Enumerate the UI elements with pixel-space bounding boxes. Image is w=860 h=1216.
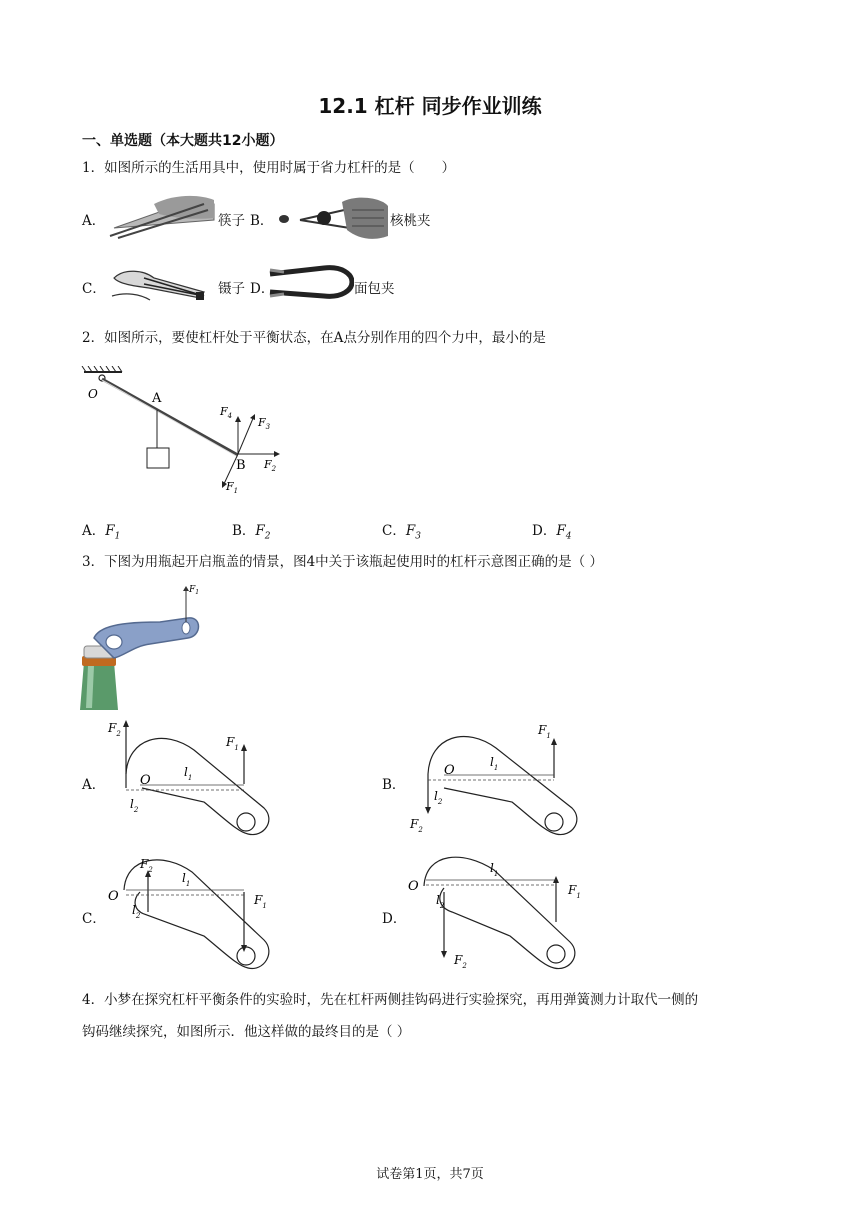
nutcracker-image [272, 192, 390, 242]
q2-label-a: A [152, 391, 162, 406]
svg-text:F1: $F_1$ [189, 585, 200, 596]
svg-text:F1: $F_1$ [538, 723, 551, 740]
page-title: 12.1 杠杆 同步作业训练 [318, 94, 542, 118]
svg-text:F2: $F_2$ [140, 857, 153, 874]
svg-text:l2: $l_2$ [130, 797, 139, 814]
q1-stem: 1．如图所示的生活用具中，使用时属于省力杠杆的是（ ） [82, 160, 456, 176]
q3-option-a-diagram [104, 714, 274, 842]
svg-text:F4: $F_4$ [220, 405, 233, 420]
q1-option-b-name: 核桃夹 [390, 213, 431, 229]
q4-line1: 4．小梦在探究杠杆平衡条件的实验时，先在杠杆两侧挂钩码进行实验探究，再用弹簧测力计取代一侧的 [82, 992, 699, 1008]
svg-text:F1: $F_1$ [226, 735, 239, 752]
svg-text:O: O [444, 763, 455, 778]
svg-text:F3: $F_3$ [258, 416, 271, 431]
svg-text:F2: $F_2$ [108, 721, 121, 738]
svg-text:O: O [140, 773, 151, 788]
svg-text:l1: $l_1$ [490, 861, 499, 878]
svg-text:l1: $l_1$ [184, 765, 193, 782]
q2-stem: 2．如图所示，要使杠杆处于平衡状态，在A点分别作用的四个力中，最小的是 [82, 330, 546, 346]
q1-option-d-name: 面包夹 [354, 281, 395, 297]
q3-option-d-label: D． [382, 911, 407, 927]
section-heading: 一、单选题（本大题共12小题） [82, 133, 284, 149]
svg-text:F2: $F_2$ [264, 458, 277, 473]
svg-text:F1: $F_1$ [226, 480, 239, 495]
q2-option-a: A．$F_1$ [82, 523, 121, 542]
q1-option-a-name: 筷子 [218, 213, 245, 229]
svg-text:l2: $l_2$ [132, 903, 141, 920]
q2-label-o: O [88, 387, 98, 401]
svg-text:l2: $l_2$ [434, 789, 443, 806]
q1-option-d-label: D． [250, 281, 275, 297]
q3-option-b-label: B． [382, 777, 406, 793]
page-footer: 试卷第1页，共7页 [376, 1167, 484, 1182]
q3-option-d-diagram [404, 850, 584, 976]
q3-option-c-label: C． [82, 911, 106, 927]
bottle-opener-photo [80, 580, 210, 710]
svg-text:l1: $l_1$ [182, 871, 191, 888]
chopsticks-image [104, 190, 216, 240]
svg-text:F2: $F_2$ [410, 817, 423, 834]
q2-option-c: C．$F_3$ [382, 523, 421, 542]
q1-option-c-label: C． [82, 281, 106, 297]
svg-text:F1: $F_1$ [568, 883, 581, 900]
q1-option-b-label: B． [250, 213, 274, 229]
q3-option-c-diagram [104, 852, 274, 980]
q2-option-b: B．$F_2$ [232, 523, 271, 542]
q4-line2: 钩码继续探究，如图所示．他这样做的最终目的是（ ） [82, 1024, 411, 1040]
svg-text:O: O [108, 889, 119, 904]
q2-option-d: D．$F_4$ [532, 523, 572, 542]
q3-option-a-label: A． [82, 777, 106, 793]
bread-tongs-image [264, 262, 354, 304]
q1-option-c-name: 镊子 [218, 281, 245, 297]
svg-text:l2: $l_2$ [436, 893, 445, 910]
q2-lever-diagram [80, 366, 290, 496]
tweezers-image [104, 262, 216, 308]
svg-text:l1: $l_1$ [490, 755, 499, 772]
q3-option-b-diagram [404, 712, 584, 842]
q1-option-a-label: A． [82, 213, 106, 229]
svg-text:O: O [408, 879, 419, 894]
svg-text:F1: $F_1$ [254, 893, 267, 910]
q2-label-b: B [236, 458, 246, 473]
q3-stem: 3．下图为用瓶起开启瓶盖的情景，图4中关于该瓶起使用时的杠杆示意图正确的是（ ） [82, 554, 603, 570]
svg-text:F2: $F_2$ [454, 953, 467, 970]
